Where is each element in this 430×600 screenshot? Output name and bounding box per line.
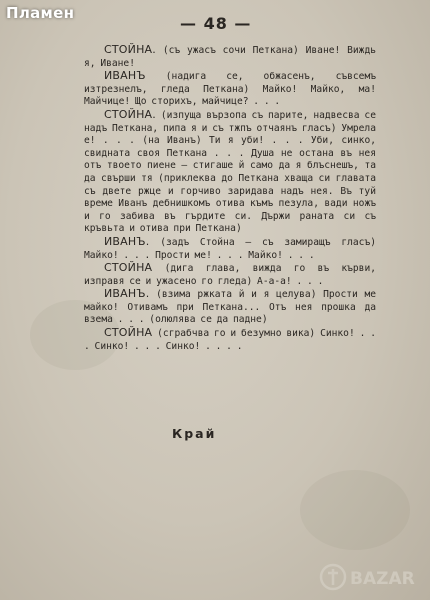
ending-label: Край <box>172 426 217 441</box>
dialogue-text: (съ ужасъ сочи Петкана) Иване! Виждь я, Иване! <box>84 45 376 69</box>
dialogue-line <box>84 44 376 70</box>
dialogue-line <box>84 70 376 109</box>
dialogue-text: (изпуща вързопа съ парите, надвесва се надъ Петкана, пипа я и съ тжпъ отчаянъ гласъ) Умрела е! . . . (на Иванъ) Ти я уби! . . . Уби, синко, свидната своя Петкана . . . Душа не остана въ нея отъ твоето пиене — стигаше й само да я блъснешъ, та да свърши тя (приклеква до Петкана хваща си главата съ двете ржце и горчиво заридава надъ нея. Въ туй време Иванъ дебнишкомъ отива къмъ пезула, вади ножъ и го забива въ гърдите си. Държи раната си съ кръвьта и отива при Петкана) <box>84 109 376 235</box>
dialogue-line <box>84 262 376 288</box>
play-text <box>84 44 376 353</box>
dialogue-text: (сграбчва го и безумно вика) Синко! . . . Синко! . . . Синко! . . . . <box>84 328 376 352</box>
speaker-name: СТОЙНА. <box>104 107 156 121</box>
logo-text: BAZAR <box>350 569 415 589</box>
dialogue-text: (взима ржката й и я целува) Прости ме майко! Отивамъ при Петкана... Отъ нея прошка да взема . . . (олюлява се да падне) <box>84 289 376 326</box>
speaker-name: СТОЙНА <box>104 261 153 275</box>
speaker-name: СТОЙНА <box>104 326 153 340</box>
paper-stain <box>300 470 410 550</box>
speaker-name: ИВАНЪ. <box>104 287 150 301</box>
watermark-label: Пламен <box>6 4 75 22</box>
dialogue-line <box>84 236 376 262</box>
bazar-logo-icon <box>318 560 422 594</box>
speaker-name: СТОЙНА. <box>104 43 156 56</box>
speaker-name: ИВАНЪ. <box>104 234 150 248</box>
page-number: — 48 — <box>180 14 252 33</box>
dialogue-line <box>84 327 376 353</box>
dialogue-text: (задъ Стойна — съ замиращъ гласъ) Майко! . . . Прости ме! . . . Майко! . . . <box>84 236 376 261</box>
dialogue-line <box>84 109 376 236</box>
speaker-name: ИВАНЪ <box>104 69 146 83</box>
dialogue-line <box>84 288 376 327</box>
dialogue-text: (надига се, обжасенъ, съвсемъ изтрезнелъ, гледа Петкана) Майко! Майко, ма! Майчице! Що сторихъ, майчице? . . . <box>84 71 376 108</box>
dialogue-text: (дига глава, вижда го въ кърви, изправя се и ужасено го гледа) А-а-а! . . . <box>84 263 376 287</box>
